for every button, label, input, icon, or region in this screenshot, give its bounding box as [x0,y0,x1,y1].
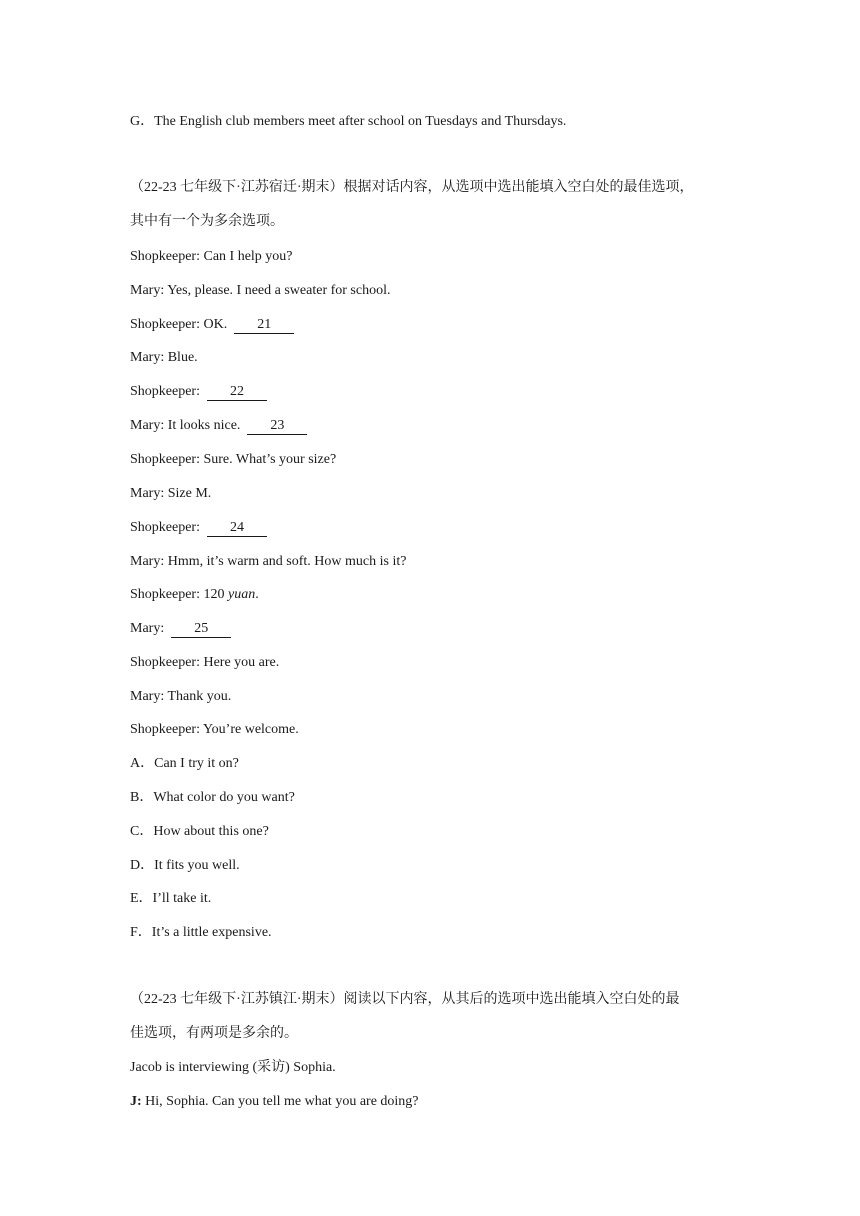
section2-intro-line1: （22-23 七年级下·江苏镇江·期末）阅读以下内容，从其后的选项中选出能填入空白处的最 [130,992,680,1007]
dialogue-line: Shopkeeper: You’re welcome. [130,722,299,737]
dialogue-line [130,518,267,538]
blank-23: 23 [247,417,307,435]
option-b: B．What color do you want? [130,790,295,805]
blank-22: 22 [207,383,267,401]
dialogue-line: Mary: Hmm, it’s warm and soft. How much is it? [130,554,407,569]
section1-intro-line2: 其中有一个为多余选项。 [130,214,284,229]
option-e: E．I’ll take it. [130,891,212,906]
dialogue-line: Shopkeeper: Sure. What’s your size? [130,452,337,467]
dialogue-line: Mary: Yes, please. I need a sweater for school. [130,283,391,298]
section2-intro-line2: 佳选项，有两项是多余的。 [130,1026,298,1041]
dialogue-text: Shopkeeper: 120 [130,587,228,602]
interview-text: Hi, Sophia. Can you tell me what you are doing? [141,1094,419,1109]
option-g: G．The English club members meet after school on Tuesdays and Thursdays. [130,114,567,129]
dialogue-line [130,315,294,335]
dialogue-text: Mary: It looks nice. [130,418,241,433]
dialogue-line [130,416,307,436]
dialogue-line: Shopkeeper: Can I help you? [130,249,293,264]
section2-line: Jacob is interviewing (采访) Sophia. [130,1060,336,1075]
blank-24: 24 [207,519,267,537]
option-c: C．How about this one? [130,824,269,839]
dialogue-text: Shopkeeper: [130,520,200,535]
dialogue-text: Mary: [130,621,165,636]
option-a: A．Can I try it on? [130,756,239,771]
dialogue-text: . [255,587,259,602]
dialogue-line: Mary: Blue. [130,350,198,365]
option-f: F．It’s a little expensive. [130,925,272,940]
dialogue-text: Shopkeeper: OK. [130,317,228,332]
interview-line [130,1092,419,1112]
dialogue-line: Mary: Thank you. [130,689,232,704]
blank-21: 21 [234,316,294,334]
dialogue-text: Shopkeeper: [130,384,200,399]
section1-intro-line1: （22-23 七年级下·江苏宿迁·期末）根据对话内容，从选项中选出能填入空白处的最佳选项， [130,180,694,195]
dialogue-line: Mary: Size M. [130,486,212,501]
option-d: D．It fits you well. [130,858,240,873]
dialogue-line [130,585,259,605]
speaker-label: J: [130,1094,142,1109]
blank-25: 25 [171,620,231,638]
currency-word: yuan [227,587,256,602]
dialogue-line [130,382,267,402]
dialogue-line [130,619,231,639]
dialogue-line: Shopkeeper: Here you are. [130,655,280,670]
